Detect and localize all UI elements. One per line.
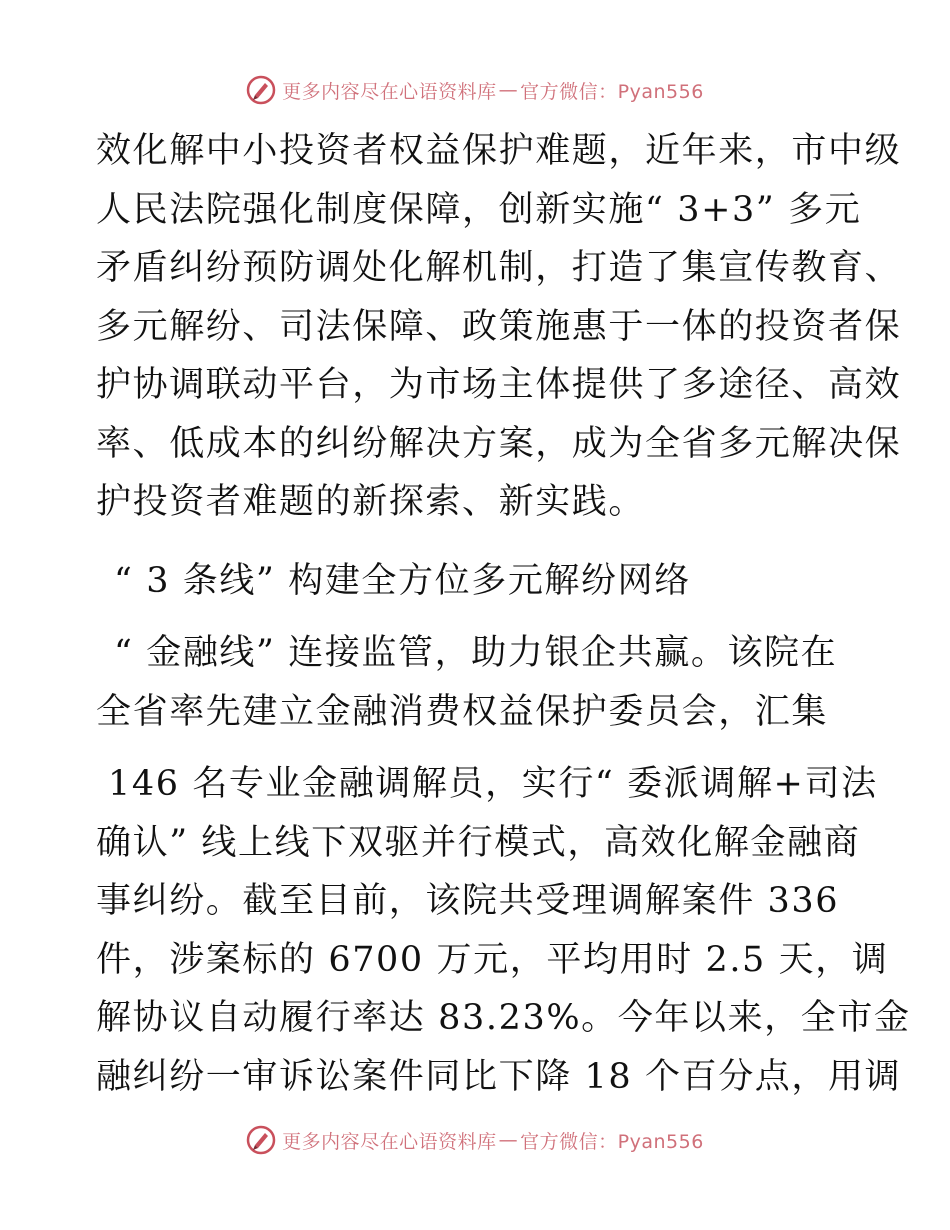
text-line: 效化解中小投资者权益保护难题，近年来，市中级 bbox=[96, 131, 902, 171]
text-line: “ 金融线” 连接监管，助力银企共赢。该院在 bbox=[114, 633, 838, 673]
watermark-suffix: 官方微信：Pyan556 bbox=[520, 1130, 704, 1153]
text-line: 多元解纷、司法保障、政策施惠于一体的投资者保 bbox=[96, 306, 902, 347]
heading-line: “ 3 条线” 构建全方位多元解纷网络 bbox=[114, 560, 691, 601]
watermark-suffix: 官方微信：Pyan556 bbox=[520, 80, 704, 103]
header-watermark bbox=[0, 70, 950, 110]
text-line: 人民法院强化制度保障，创新实施“ 3+3” 多元 bbox=[96, 189, 862, 230]
paragraph bbox=[96, 122, 902, 532]
paragraph bbox=[96, 624, 856, 741]
pen-logo-icon bbox=[246, 75, 276, 105]
text-line: 护协调联动平台，为市场主体提供了多途径、高效 bbox=[96, 365, 902, 405]
section-heading bbox=[96, 552, 856, 611]
text-line: 确认” 线上线下双驱并行模式，高效化解金融商 bbox=[96, 822, 861, 863]
watermark-separator: — bbox=[498, 1129, 519, 1151]
watermark-text: 更多内容尽在心语资料库 bbox=[282, 80, 497, 103]
text-line: 解协议自动履行率达 83.23%。今年以来，全市金 bbox=[96, 998, 911, 1038]
watermark-text: 更多内容尽在心语资料库 bbox=[282, 1130, 497, 1153]
watermark-separator: — bbox=[498, 79, 519, 101]
pen-logo-icon bbox=[246, 1125, 276, 1155]
text-line: 事纠纷。截至目前，该院共受理调解案件 336 bbox=[96, 881, 840, 921]
text-line: 146 名专业金融调解员，实行“ 委派调解+司法 bbox=[108, 764, 878, 804]
paragraph bbox=[96, 755, 911, 1106]
footer-watermark bbox=[0, 1120, 950, 1160]
text-line: 全省率先建立金融消费权益保护委员会，汇集 bbox=[96, 691, 829, 732]
text-line: 矛盾纠纷预防调处化解机制，打造了集宣传教育、 bbox=[96, 248, 902, 288]
text-line: 融纠纷一审诉讼案件同比下降 18 个百分点，用调 bbox=[96, 1056, 902, 1097]
text-line: 率、低成本的纠纷解决方案，成为全省多元解决保 bbox=[96, 423, 902, 464]
text-line: 护投资者难题的新探索、新实践。 bbox=[96, 482, 646, 522]
document-body bbox=[96, 122, 911, 1106]
text-line: 件，涉案标的 6700 万元，平均用时 2.5 天，调 bbox=[96, 939, 889, 980]
